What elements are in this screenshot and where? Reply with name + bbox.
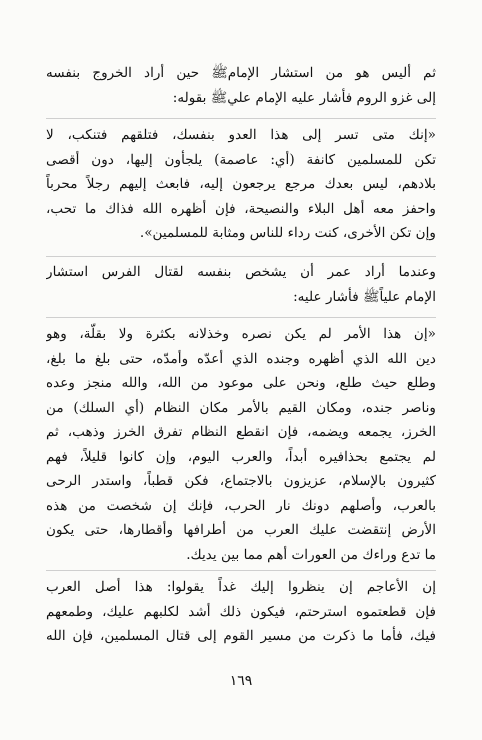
- text-line: وإن تكن الأخرى، كنت رداء للناس ومثابة للمسلمين».: [139, 225, 436, 241]
- text-line: فإن قطعتموه استرحتم، فيكون ذلك أشد لكلبهم عليك، وطمعهم: [46, 603, 436, 620]
- text-line: وطلع حيث طلع، ونحن على موعود من الله، والله منجز وعده: [46, 375, 436, 391]
- paragraph-1: [46, 61, 436, 110]
- paragraph-2: [46, 123, 436, 246]
- text-line: فيك، فأما ما ذكرت من مسير القوم إلى قتال المسلمين، فإن الله: [46, 628, 436, 644]
- text-line: بالعرب، وأصلهم دونك نار الحرب، فإنك إن شخصت من هذه: [46, 497, 436, 514]
- text-line: ثم أليس هو من استشار الإمامﷺ حين أراد الخروج بنفسه: [46, 65, 436, 81]
- paragraph-5: [46, 575, 436, 649]
- text-line: دين الله الذي أظهره وجنده الذي أعدّه وأمدّه، حتى بلغ ما بلغ،: [46, 350, 436, 367]
- paragraph-divider: [46, 256, 436, 257]
- page-number: ١٦٩: [229, 673, 253, 689]
- text-line: وعندما أراد عمر أن يشخص بنفسه لقتال الفرس استشار: [46, 264, 436, 280]
- text-line: ما تدع وراءك من العورات أهم مما بين يديك.: [186, 546, 436, 563]
- text-line: «إن هذا الأمر لم يكن نصره وخذلانه بكثرة ولا بقلّة، وهو: [46, 326, 436, 342]
- text-line: لم يجتمع بحذافيره أبداً، والعرب اليوم، وإن كانوا قليلاً، فهم: [46, 448, 436, 465]
- paragraph-divider: [46, 570, 436, 571]
- text-line: واحفز معه أهل البلاء والنصيحة، فإن أظهره الله فذاك ما تحب،: [46, 200, 436, 217]
- text-line: الخرز، يجمعه ويضمه، فإن انقطع النظام تفرق الخرز وذهب، ثم: [46, 424, 436, 440]
- text-line: وناصر جنده، ومكان القيم بالأمر مكان النظام (أي السلك) من: [46, 399, 436, 416]
- text-line: الإمام علياًﷺ فأشار عليه:: [293, 288, 436, 305]
- paragraph-divider: [46, 317, 436, 318]
- paragraph-divider: [46, 118, 436, 119]
- text-line: الأرض إنتقضت عليك العرب من أطرافها وأقطارها، حتى يكون: [46, 522, 436, 538]
- paragraph-4: [46, 322, 436, 567]
- text-line: إن الأعاجم إن ينظروا إليك غداً يقولوا: هذا أصل العرب: [46, 579, 436, 595]
- text-line: بلادهم، ليس بعدك مرجع يرجعون إليه، فابعث إليهم رجلاً محرباً: [46, 176, 436, 192]
- text-line: كثيرون بالإسلام، عزيزون بالاجتماع، فكن قطباً، واستدر الرحى: [46, 473, 436, 489]
- paragraph-3: [46, 260, 436, 309]
- text-line: إلى غزو الروم فأشار عليه الإمام عليﷺ بقوله:: [172, 89, 436, 106]
- text-line: «إنك متى تسر إلى هذا العدو بنفسك، فتلقهم فتنكب، لا: [46, 127, 436, 143]
- text-line: تكن للمسلمين كانفة (أي: عاصمة) يلجأون إليها، دون أقصى: [46, 151, 436, 168]
